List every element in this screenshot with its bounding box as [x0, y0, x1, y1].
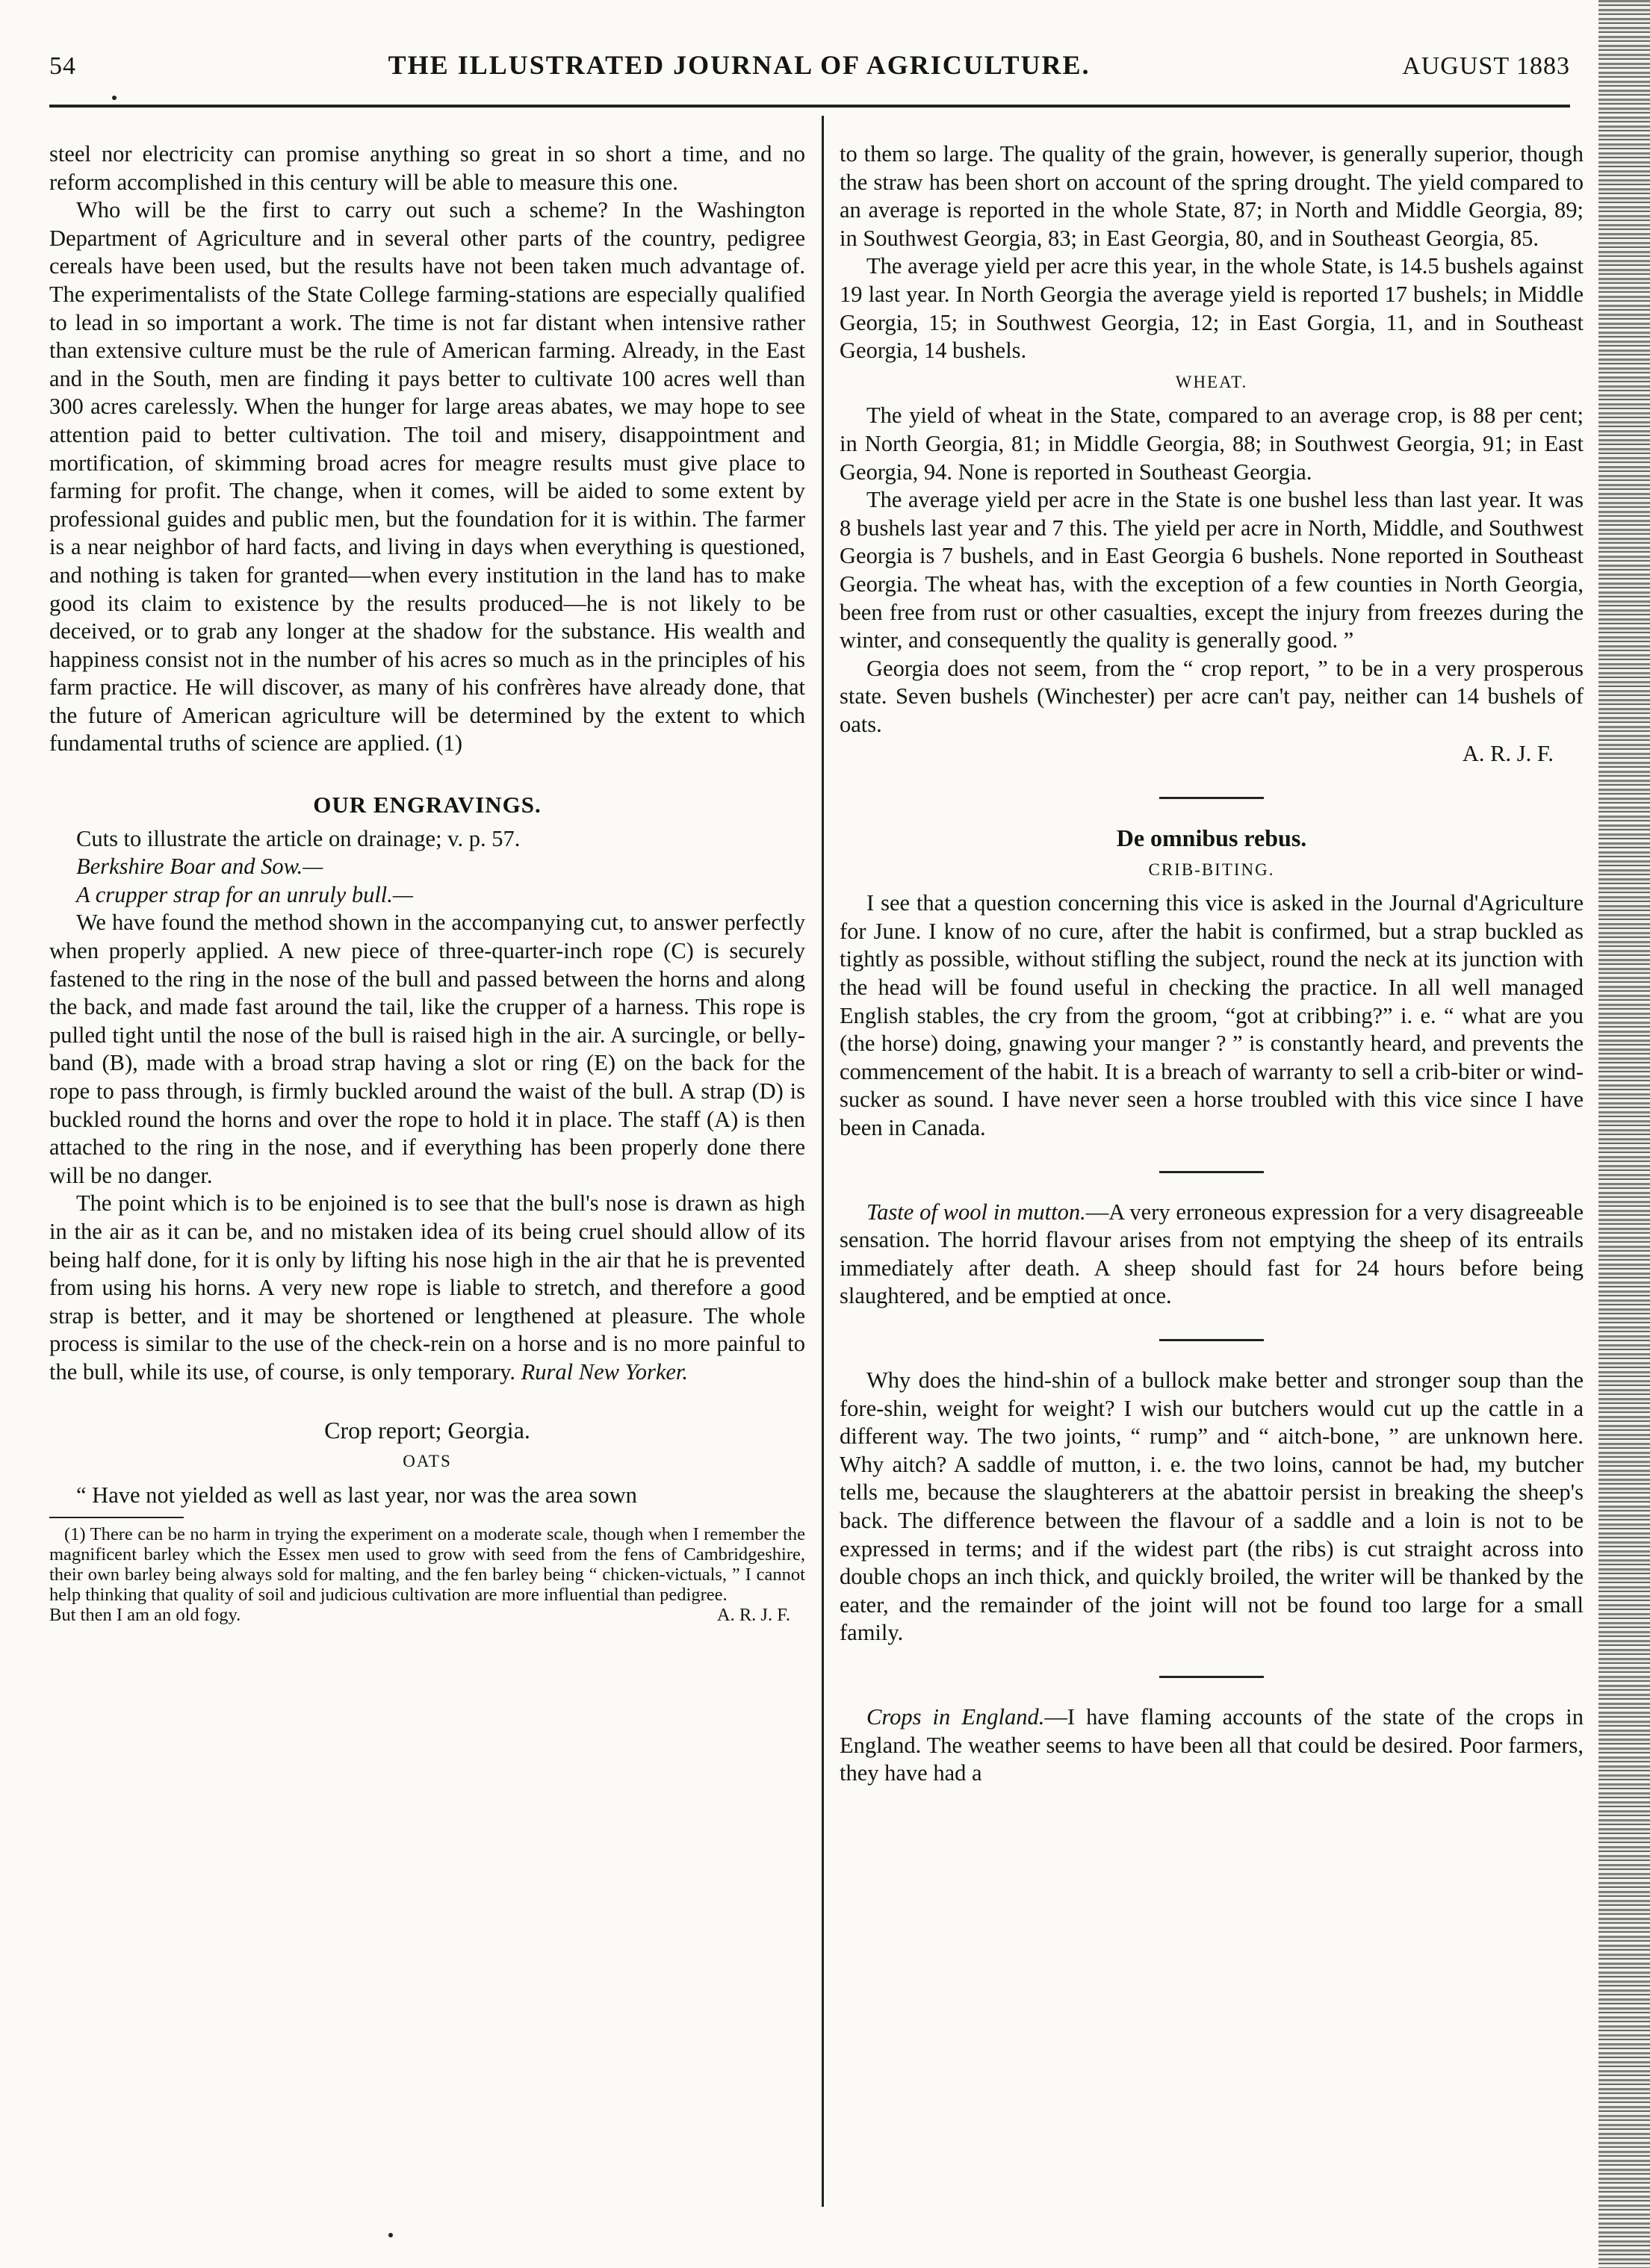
crops-paragraph [840, 1703, 1584, 1788]
oats-yield-paragraph: The average yield per acre this year, in the whole State, is 14.5 bushels against 19 last year. In North Georgia the average yield is reported 17 bushels; in Middle Georgia, 15; in Southwest Georgia, 12; in East Gorgia, 11, and in Southeast Georgia, 14 bushels. [840, 253, 1584, 364]
section-rule [1159, 797, 1264, 799]
section-rule [1159, 1171, 1264, 1173]
footnote-last-line: But then I am an old fogy. [49, 1605, 241, 1626]
crib-biting-paragraph: I see that a question concerning this vice is asked in the Journal d'Agriculture for June. I know of no cure, after the habit is confirmed, but a strap buckled as tightly as possible, without stifling the subject, round the neck at its junction with the head will be found useful in checking the practice. In all well managed English stables, the cry from the groom, “got at cribbing?” i. e. “ what are you (the horse) doing, gnawing your manger ? ” is constantly heard, and prevents the commencement of the habit. It is a breach of warranty to sell a crib-biter or wind-sucker as sound. I have never seen a horse troubled with this vice since I have been in Canada. [840, 890, 1584, 1140]
engravings-heading: OUR ENGRAVINGS. [313, 792, 542, 818]
soup-paragraph: Why does the hind-shin of a bullock make better and stronger soup than the fore-shin, weight for weight? I wish our butchers would cut up the cattle in a different way. The two joints, “ rump” and “ aitch-bone, ” are unknown here. Why aitch? A saddle of mutton, i. e. the two loins, cannot be had, my butcher tells me, because the slaughterers at the abattoir persist in breaking the sheep's back. The difference between the flavour of a saddle and a loin is not to be expressed in terms; and if the widest part (the ribs) is cut straight across into double chops an inch thick, and quickly broiled, the writer will be thanked by the eater, and the remainder of the joint will not be found too large for a small family. [840, 1367, 1584, 1646]
oats-paragraph: “ Have not yielded as well as last year, nor was the area sown [76, 1482, 637, 1508]
crops-title: Crops in England. [866, 1703, 1045, 1730]
georgia-summary-paragraph: Georgia does not seem, from the “ crop report, ” to be in a very prosperous state. Seven bushels (Winchester) per acre can't pay, neither can 14 bushels of oats. [840, 655, 1584, 737]
section-rule [1159, 1339, 1264, 1341]
footnote-text: (1) There can be no harm in trying the experiment on a moderate scale, though when I remember the magnificent barley which the Essex men used to grow with seed from the fens of Cambridgeshire, their own barley being always sold for malting, and the fen barley being “ chicken-victuals, ” I cannot help thinking that quality of soil and judicious cultivation are more influential than pedigree. [49, 1524, 805, 1606]
ink-speck [112, 96, 117, 100]
article-signature: A. R. J. F. [1462, 741, 1554, 767]
crop-report-heading: Crop report; Georgia. [324, 1416, 530, 1444]
article-continuation-paragraph: steel nor electricity can promise anything so great in so short a time, and no reform accomplished in this century will be able to measure this one. [49, 141, 805, 195]
wheat-subhead: WHEAT. [1175, 372, 1248, 391]
footnote-rule [49, 1517, 184, 1518]
crupper-text: The point which is to be enjoined is to see that the bull's nose is drawn as high in the air as it can be, and no mistaken idea of its being cruel should allow of its being half done, for it is only by lifting his nose high in the air that he is prevented from using his horns. A very new rope is liable to stretch, and therefore a good strap is better, and it may be shortened or lengthened at pleasure. The whole process is similar to the use of the check-rein on a horse and is no more painful to the bull, while its use, of course, is only temporary. [49, 1190, 805, 1385]
wool-paragraph [840, 1199, 1584, 1311]
page-number: 54 [49, 52, 76, 80]
left-column [49, 140, 805, 1625]
footnote-signature-line [49, 1605, 805, 1625]
wheat-yield-paragraph: The average yield per acre in the State is one bushel less than last year. It was 8 bushels last year and 7 this. The yield per acre in North, Middle, and Southwest Georgia is 7 bushels, and in East Georgia 6 bushels. None reported in Southeast Georgia. The wheat has, with the exception of a few counties in North Georgia, been free from rust or other casualties, except the injury from freezes during the winter, and consequently the quality is generally good. ” [840, 487, 1584, 653]
oats-subhead: OATS [403, 1452, 452, 1471]
engravings-line: Cuts to illustrate the article on drainage; v. p. 57. [76, 825, 521, 851]
page-header [49, 49, 1570, 94]
column-divider [822, 116, 824, 2207]
footnote [49, 1524, 805, 1625]
crupper-paragraph [49, 1190, 805, 1386]
article-paragraph: Who will be the first to carry out such a scheme? In the Washington Department of Agriculture and in several other parts of the country, pedigree cereals have been used, but the results have not been taken much advantage of. The experimentalists of the State College farming-stations are especially qualified to lead in so important a work. The time is not far distant when intensive rather than extensive culture must be the rule of American farming. Already, in the East and in the South, men are finding it pays better to cultivate 100 acres well than 300 acres carelessly. When the hunger for large areas abates, we may hope to see attention paid to better cultivation. The toil and misery, disappointment and mortification, of skimming broad acres for meagre results must give place to farming for profit. The change, when it comes, will be aided to some extent by professional guides and public men, but the foundation for it is within. The farmer is a near neighbor of hard facts, and living in days when everything is questioned, and nothing is taken for granted—when every institution in the land has to make good its claim to existence by the results produced—he is not likely to be deceived, or to grab any longer at the shadow for the substance. His wealth and happiness consist not in the number of his acres so much as in the principles of his farm practice. He will discover, as many of his confrères have already done, that the future of American agriculture will be determined by the extent to which fundamental truths of science are applied. (1) [49, 197, 805, 756]
header-rule [49, 105, 1570, 108]
wool-text: —A very erroneous expression for a very disagreeable sensation. The horrid flavour arises from not emptying the sheep of its entrails immediately after death. A sheep should fast for 24 hours before being slaughtered, and be emptied at once. [840, 1199, 1584, 1309]
crops-text: —I have flaming accounts of the state of the crops in England. The weather seems to have been all that could be desired. Poor farmers, they have had a [840, 1703, 1584, 1786]
oats-continuation-paragraph: to them so large. The quality of the grain, however, is generally superior, though the straw has been short on account of the spring drought. The yield compared to an average is reported in the whole State, 87; in North and Middle Georgia, 89; in Southwest Georgia, 83; in East Georgia, 80, and in Southeast Georgia, 85. [840, 141, 1584, 251]
crib-biting-subhead: CRIB-BITING. [1148, 860, 1275, 879]
crupper-paragraph: We have found the method shown in the accompanying cut, to answer perfectly when properly applied. A new piece of three-quarter-inch rope (C) is securely fastened to the ring in the nose of the bull and passed between the horns and along the back, and made fast around the tail, like the crupper of a harness. This rope is pulled tight until the nose of the bull is raised high in the air. A surcingle, or belly-band (B), made with a broad strap having a slot or ring (E) on the back for the rope to pass through, is firmly buckled around the waist of the bull. A strap (D) is buckled round the horns and over the rope to hold it in place. The staff (A) is then attached to the ring in the nose, and if everything has been properly done there will be no danger. [49, 910, 805, 1188]
footnote-signature: A. R. J. F. [716, 1605, 790, 1626]
journal-title: THE ILLUSTRATED JOURNAL OF AGRICULTURE. [388, 50, 1091, 80]
engravings-line: Berkshire Boar and Sow.— [76, 854, 323, 880]
ink-speck [388, 2233, 393, 2237]
source-citation: Rural New Yorker. [521, 1358, 689, 1385]
wheat-paragraph: The yield of wheat in the State, compared to an average crop, is 88 per cent; in North Georgia, 81; in Middle Georgia, 88; in Southwest Georgia, 91; in East Georgia, 94. None is reported in Southeast Georgia. [840, 403, 1584, 485]
wool-title: Taste of wool in mutton. [866, 1199, 1086, 1225]
section-rule [1159, 1676, 1264, 1678]
right-column [840, 140, 1584, 1788]
engravings-line: A crupper strap for an unruly bull.— [76, 881, 414, 907]
scan-edge-strip [1598, 0, 1650, 2268]
issue-date: AUGUST 1883 [1402, 52, 1570, 80]
omnibus-heading: De omnibus rebus. [1116, 824, 1307, 852]
